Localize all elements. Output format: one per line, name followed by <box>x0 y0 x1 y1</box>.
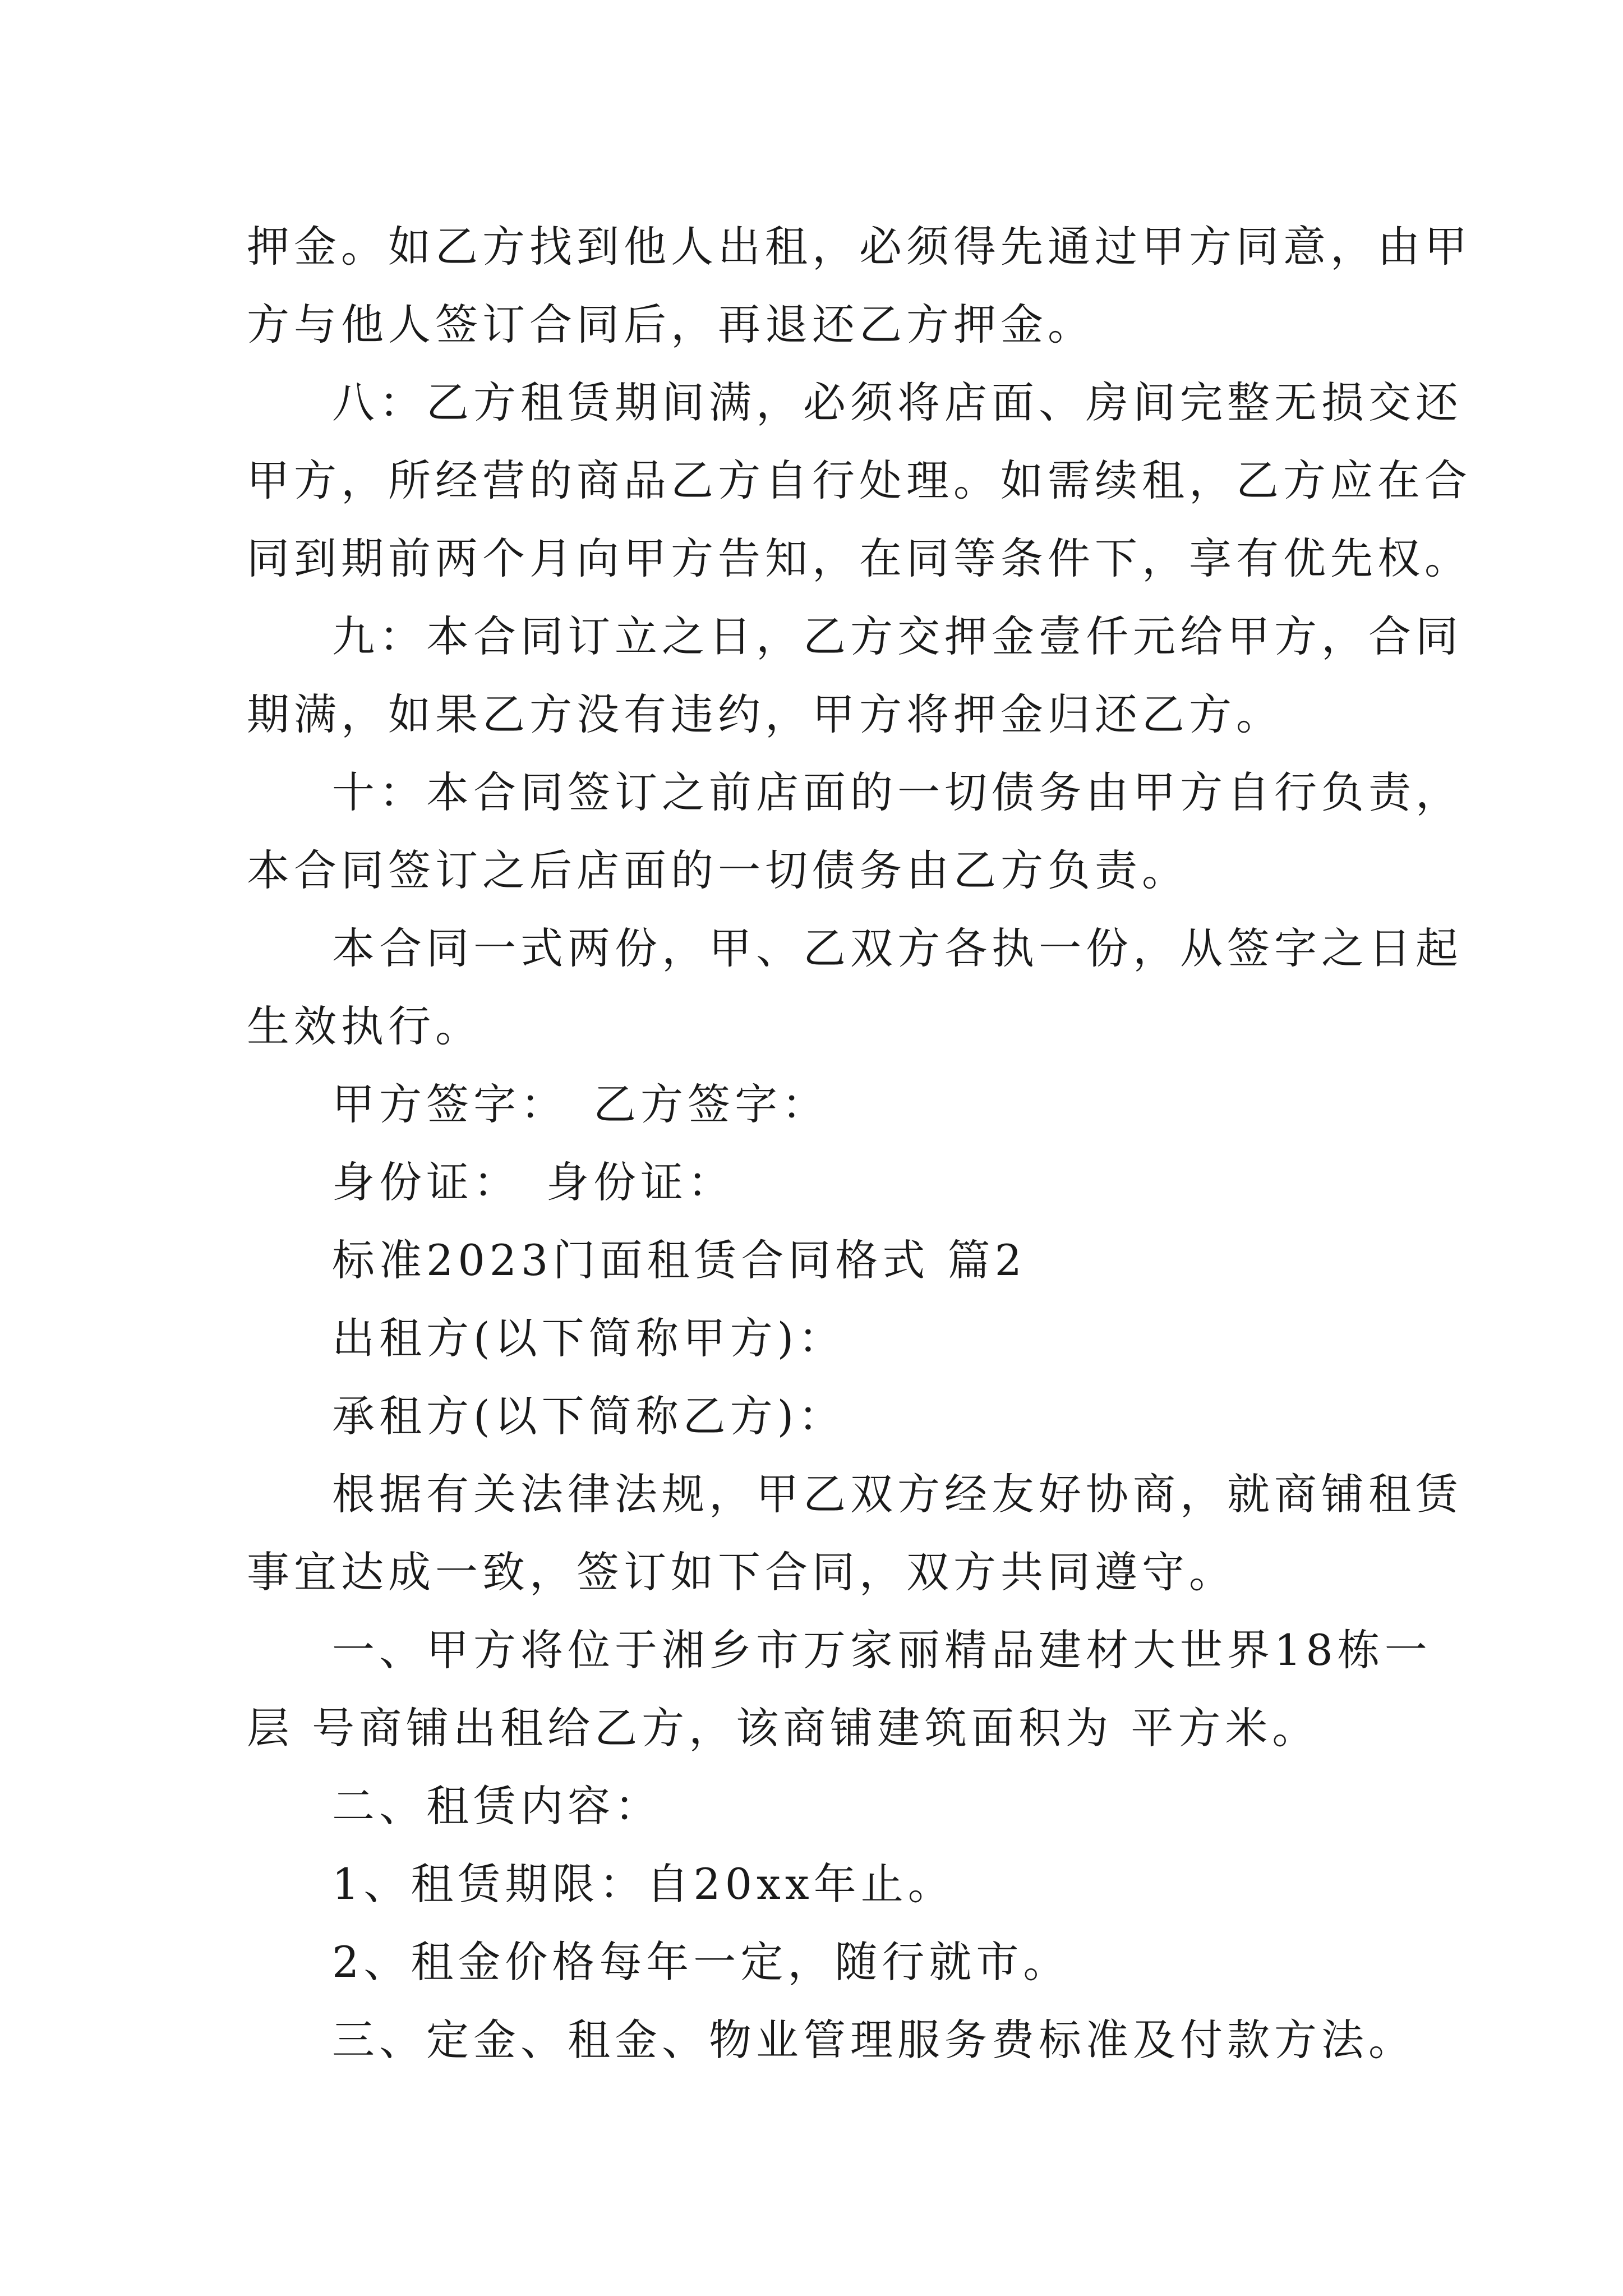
text-line: 八：乙方租赁期间满，必须将店面、房间完整无损交还 <box>332 378 1463 427</box>
signature-line: 甲方签字： 乙方签字： <box>332 1079 829 1129</box>
text-line: 方与他人签订合同后，再退还乙方押金。 <box>247 300 1095 349</box>
lessee-line: 承租方(以下简称乙方)： <box>332 1391 846 1441</box>
text-line: 生效执行。 <box>247 1001 482 1051</box>
text-line: 本合同一式两份，甲、乙双方各执一份，从签字之日起 <box>332 923 1463 973</box>
text-line: 二、租赁内容： <box>332 1781 662 1831</box>
text-line: 本合同签订之后店面的一切债务由乙方负责。 <box>247 845 1189 895</box>
text-line: 层 号商铺出租给乙方，该商铺建筑面积为 平方米。 <box>247 1703 1320 1753</box>
text-line: 甲方，所经营的商品乙方自行处理。如需续租，乙方应在合 <box>247 455 1472 505</box>
text-line: 一、甲方将位于湘乡市万家丽精品建材大世界18栋一 <box>332 1625 1432 1675</box>
text-line: 1、租赁期限：自20xx年止。 <box>332 1859 955 1909</box>
text-line: 押金。如乙方找到他人出租，必须得先通过甲方同意，由甲 <box>247 222 1472 272</box>
section-heading: 标准2023门面租赁合同格式 篇2 <box>332 1235 1026 1285</box>
text-line: 2、租金价格每年一定，随行就市。 <box>332 1937 1071 1987</box>
text-line: 三、定金、租金、物业管理服务费标准及付款方法。 <box>332 2015 1415 2065</box>
text-line: 期满，如果乙方没有违约，甲方将押金归还乙方。 <box>247 689 1283 739</box>
text-line: 根据有关法律法规，甲乙双方经友好协商，就商铺租赁 <box>332 1469 1463 1519</box>
text-line: 十：本合同签订之前店面的一切债务由甲方自行负责， <box>332 767 1463 817</box>
text-line: 事宜达成一致，签订如下合同，双方共同遵守。 <box>247 1547 1236 1597</box>
document-page <box>247 208 1472 2079</box>
lessor-line: 出租方(以下简称甲方)： <box>332 1313 846 1363</box>
id-card-line: 身份证： 身份证： <box>332 1157 735 1207</box>
text-line: 九：本合同订立之日，乙方交押金壹仟元给甲方，合同 <box>332 611 1463 661</box>
text-line: 同到期前两个月向甲方告知，在同等条件下，享有优先权。 <box>247 533 1472 583</box>
